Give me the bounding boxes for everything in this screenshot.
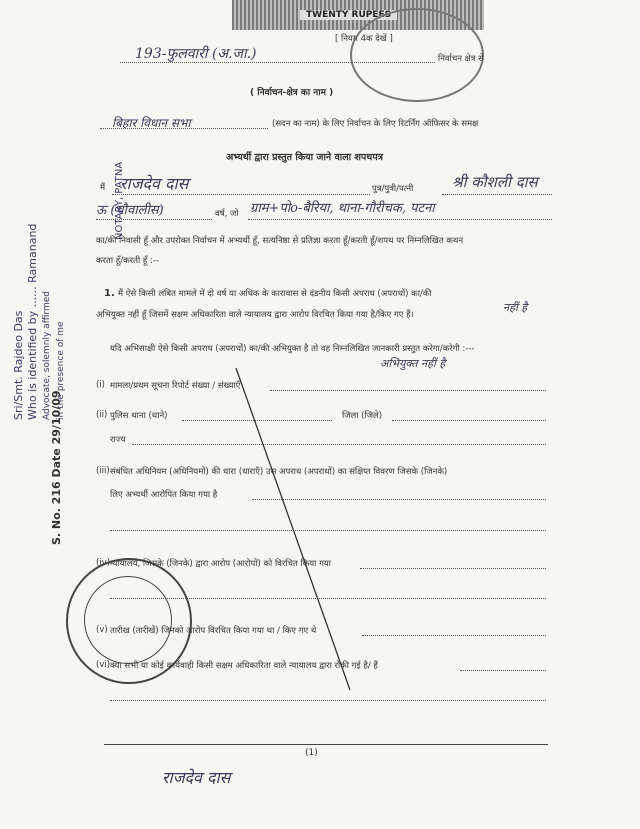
candidate-age: ऊ (चौवालीस) [96,203,164,218]
serial-date: S. No. 216 Date 29/10/09 [50,390,63,545]
margin-line-4: in the presence of me [56,321,66,420]
item-iii-num: (iii) [96,466,110,476]
section-line-1: मैं ऐसे किसी लंबित मामले में दो वर्ष या अधिक के कारावास से दंडनीय किसी अपराध (अपराधों) का/की [118,289,432,299]
constituency-suffix: निर्वाचन क्षेत्र से [438,54,484,64]
item-i-num: (i) [96,380,105,390]
candidate-address: ग्राम+पोo-बैरिया, थाना-गौरीचक, पटना [250,201,435,216]
rule-reference: [ नियम 4क देखें ] [335,34,393,44]
item-v-num: (v) [96,625,108,635]
item-state-text: राज्य [110,435,126,445]
candidate-signature: राजदेव दास [162,768,231,787]
item-i-text: मामला/प्रथम सूचना रिपोर्ट संख्या / संख्याएँ [110,381,241,391]
footer-rule [104,744,548,745]
margin-line-2: Who is identified by ...... Ramanand [26,223,39,420]
identity-prefix: मैं [100,183,106,193]
not-accused-note: अभियुक्त नहीं है [380,357,446,370]
item-iv-num: (iv) [96,558,111,568]
constituency-caption: ( निर्वाचन-क्षेत्र का नाम ) [250,88,334,98]
stamp-text: TWENTY RUPEES [300,10,397,20]
item-iii-text2: लिए अभ्यर्थी आरोपित किया गया है [110,490,218,500]
item-ii-num: (ii) [96,410,108,420]
age-label: वर्ष, जो [215,209,239,219]
page-number: (1) [305,748,318,758]
oath-line-1: का/की निवासी हूँ और उपरोक्त निर्वाचन में अभ्यर्थी हूँ, सत्यनिष्ठा से प्रतिज्ञा करता हूँ/करती हूँ/शपथ पर निम्नलिखित कथन [96,236,464,246]
item-iii-text: संबंधित अधिनियम (अधिनियमों) की धारा (धाराएँ) उस अपराध (अपराधों) का संक्षिप्त विवरण जिसके (जिनके) [110,467,448,477]
house-text: (सदन का नाम) के लिए निर्वाचन के लिए रिटर्निंग ऑफिसर के समक्ष [272,119,479,129]
section-note: नहीं है [503,301,528,314]
oath-line-2: करता हूँ/करती हूँ :-- [96,256,160,266]
margin-line-3: Advocate, solemnly affirmed [42,291,52,420]
item-vi-text: क्या सभी या कोई कार्यवाही किसी सक्षम अधिकारिता वाले न्यायालय द्वारा रोकी गई है/ हैं [110,661,378,671]
section-line-2: अभियुक्त नहीं हूँ जिसमें सक्षम अधिकारिता वाले न्यायालय द्वारा आरोप विरचित किया गया है/किए गए हैं। [96,310,414,320]
house-name: बिहार विधान सभा [112,116,191,130]
item-vi-num: (vi) [96,660,111,670]
item-ii-district: जिला (जिले) [342,411,383,421]
affidavit-title: अभ्यर्थी द्वारा प्रस्तुत किया जाने वाला शपथपत्र [226,152,384,163]
notary-seal [66,558,192,684]
relation-label: पुत्र/पुत्री/पत्नी [372,184,414,194]
father-name: श्री कौशली दास [452,173,538,191]
item-iv-text: न्यायालय, जिसके (जिनके) द्वारा आरोप (आरोपों) को विरचित किया गया [110,559,331,569]
if-accused-line: यदि अभिसाक्षी ऐसे किसी अपराध (अपराधों) का/की अभियुक्त है तो वह निम्नलिखित जानकारी प्रस्तुत करेगा/करेगी :--- [110,344,475,354]
notary-label: NOTARY, PATNA [114,161,125,240]
item-v-text: तारीख (तारीखें) जिनको आरोप विरचित किया गया था / किए गए थे [110,626,317,636]
constituency-name: 193-फुलवारी (अ.जा.) [135,46,257,62]
section-number: 1. [104,288,115,299]
margin-line-1: Sri/Smt. Rajdeo Das [12,310,25,420]
candidate-name: राजदेव दास [120,174,189,193]
item-ii-text: पुलिस थाना (थाने) [110,411,168,421]
